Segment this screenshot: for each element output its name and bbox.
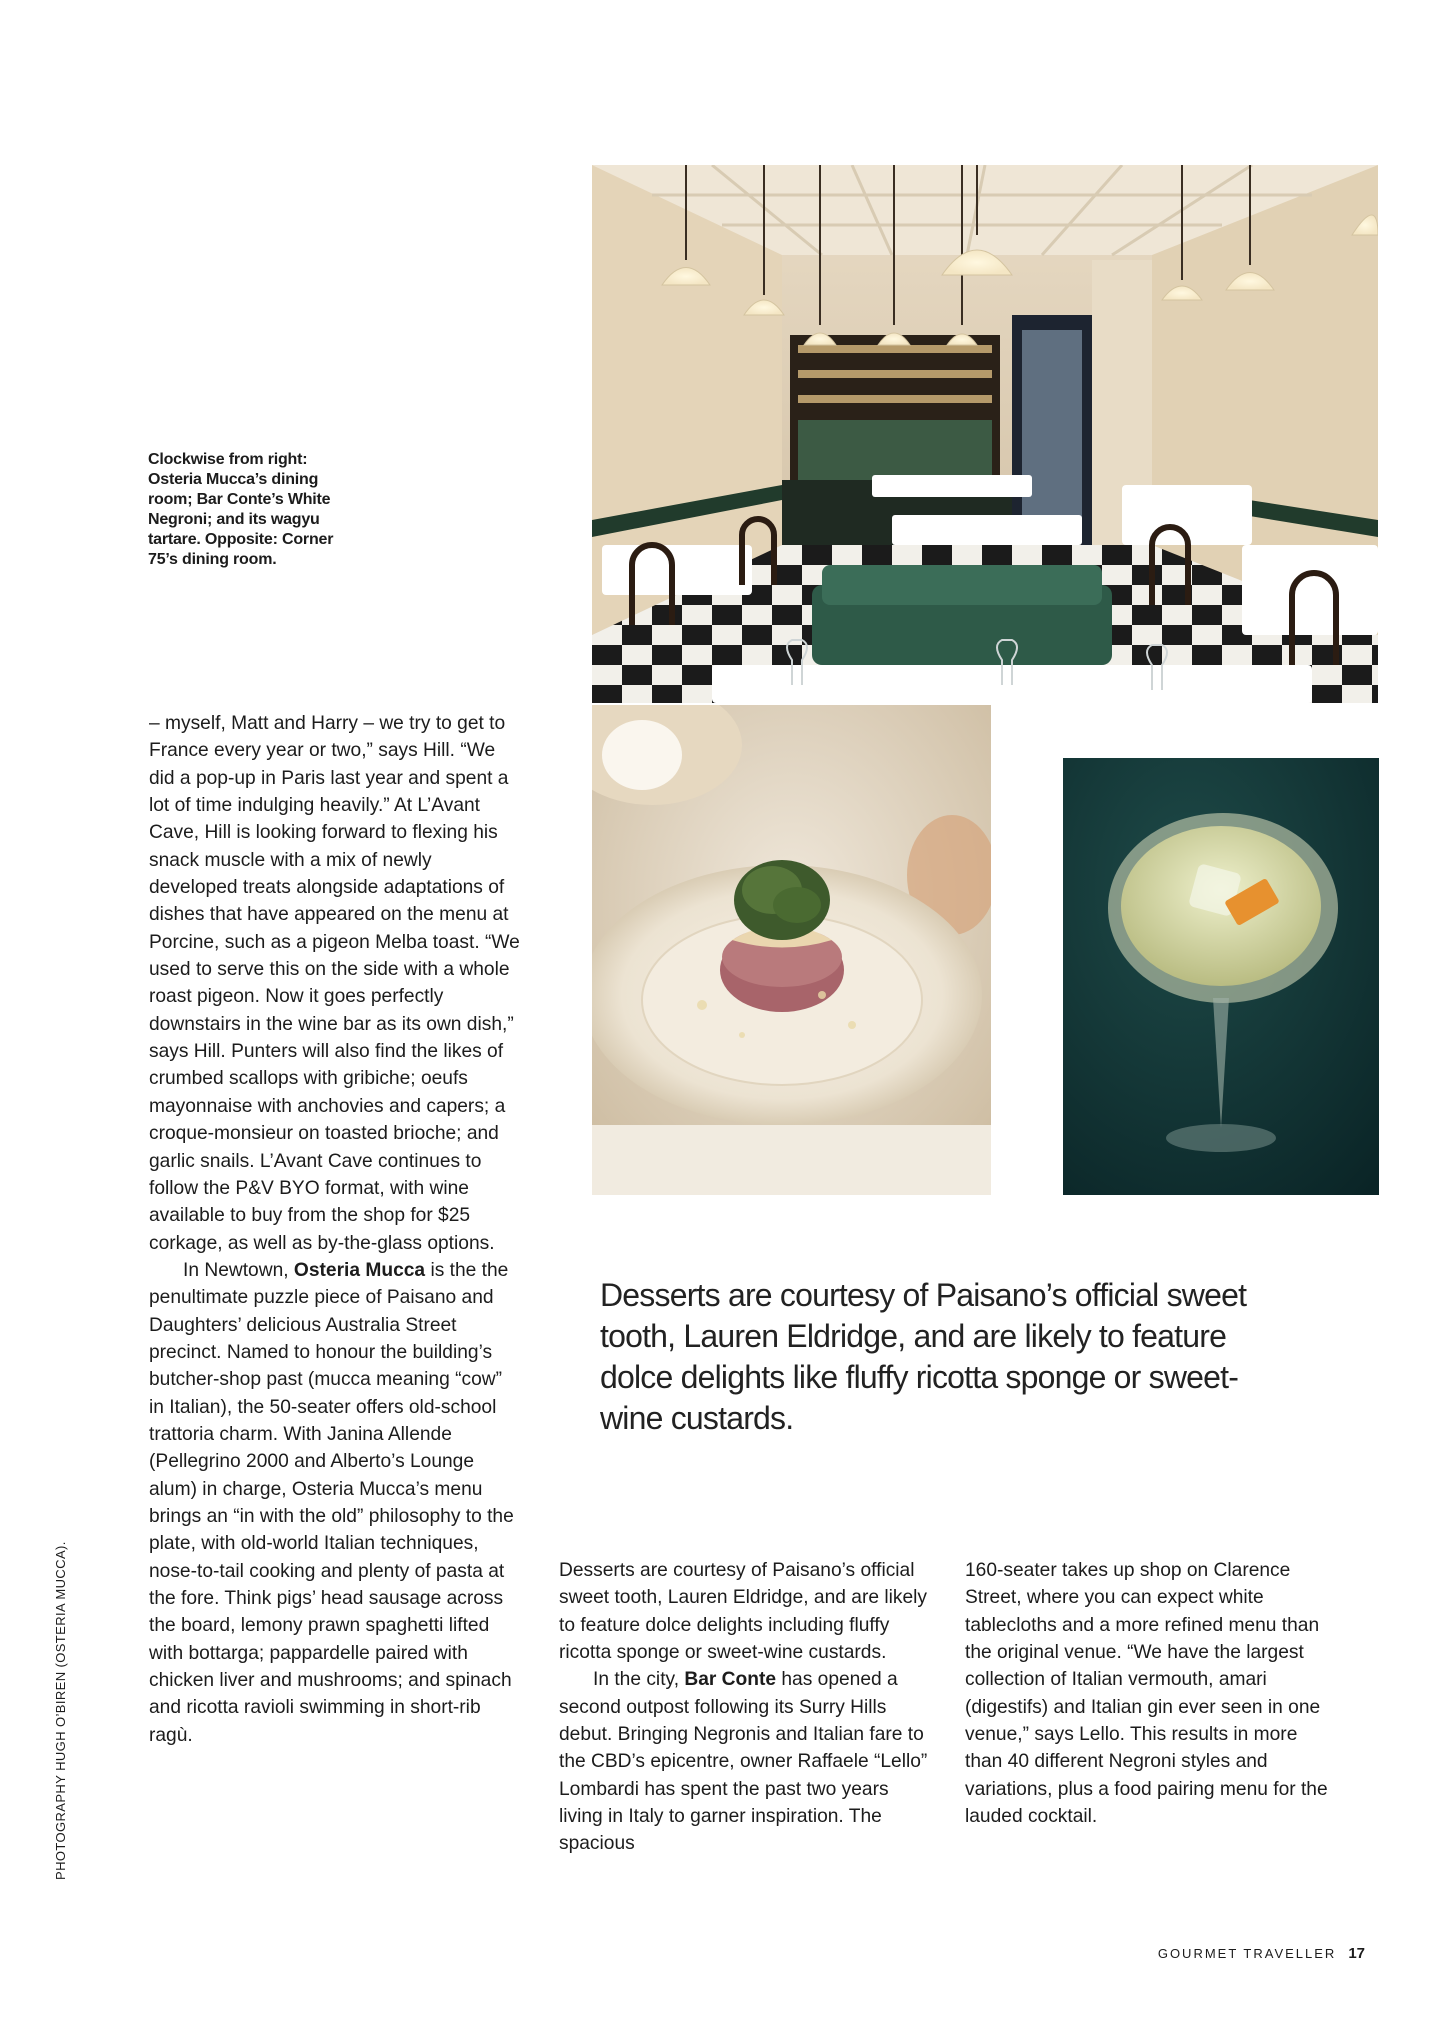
tartare-photo xyxy=(592,705,991,1195)
pull-quote: Desserts are courtesy of Paisano’s official sweet tooth, Lauren Eldridge, and are likely to feature dolce delights like fluffy ricotta sponge or sweet-wine custards. xyxy=(600,1277,1247,1436)
column1-paragraph-2 xyxy=(149,1257,521,1749)
magazine-name: GOURMET TRAVELLER xyxy=(1157,1946,1337,1961)
bar-conte-name: Bar Conte xyxy=(684,1669,777,1691)
negroni-illustration xyxy=(1063,758,1379,1195)
column2-p2-prefix: In the city, xyxy=(593,1669,685,1691)
column3-paragraph-1: 160-seater takes up shop on Clarence Street, where you can expect white tablecloths and a more refined menu than the original venue. “We have the largest collection of Italian vermouth, amari (digestifs) and Italian gin ever seen in one venue,” says Lello. This results in more than 40 different Negroni styles and variations, plus a food pairing menu for the lauded cocktail. xyxy=(965,1560,1328,1828)
osteria-mucca-name: Osteria Mucca xyxy=(293,1259,426,1281)
negroni-photo xyxy=(1063,758,1379,1195)
column2-p2-rest: has opened a second outpost following its Surry Hills debut. Bringing Negronis and Italian fare to the CBD’s epicentre, owner Raffaele “Lello” Lombardi has spent the past two years living in Italy to garner inspiration. The spacious xyxy=(559,1669,928,1855)
dining-room-illustration xyxy=(592,165,1378,703)
column1-p2-prefix: In Newtown, xyxy=(183,1259,294,1281)
body-column-3 xyxy=(965,1557,1337,1830)
dining-room-photo xyxy=(592,165,1378,703)
page-number: 17 xyxy=(1348,1945,1365,1962)
photo-caption: Clockwise from right: Osteria Mucca’s dining room; Bar Conte’s White Negroni; and its wagyu tartare. Opposite: Corner 75’s dining room. xyxy=(148,451,334,568)
column1-p2-rest: is the the penultimate puzzle piece of Paisano and Daughters’ delicious Australia Street precinct. Named to honour the building’s butcher-shop past (mucca meaning “cow” in Italian), the 50-seater offers old-school trattoria charm. With Janina Allende (Pellegrino 2000 and Alberto’s Lounge alum) in charge, Osteria Mucca’s menu brings an “in with the old” philosophy to the plate, with old-world Italian techniques, nose-to-tail cooking and plenty of pasta at the fore. Think pigs’ head sausage across the board, lemony prawn spaghetti lifted with bottarga; pappardelle paired with chicken liver and mushrooms; and spinach and ricotta ravioli swimming in short-rib ragù. xyxy=(149,1259,514,1746)
photo-credit: PHOTOGRAPHY HUGH O’BIREN (OSTERIA MUCCA). xyxy=(53,1541,68,1880)
column2-paragraph-1: Desserts are courtesy of Paisano’s official sweet tooth, Lauren Eldridge, and are likely to feature dolce delights including fluffy ricotta sponge or sweet-wine custards. xyxy=(559,1560,927,1664)
body-column-2 xyxy=(559,1557,931,1858)
column1-paragraph-1: – myself, Matt and Harry – we try to get to France every year or two,” says Hill. “We did a pop-up in Paris last year and spent a lot of time indulging heavily.” At L’Avant Cave, Hill is looking forward to flexing his snack muscle with a mix of newly developed treats alongside adaptations of dishes that have appeared on the menu at Porcine, such as a pigeon Melba toast. “We used to serve this on the side with a whole roast pigeon. Now it goes perfectly downstairs in the wine bar as its own dish,” says Hill. Punters will also find the likes of crumbed scallops with gribiche; oeufs mayonnaise with anchovies and capers; a croque-monsieur on toasted brioche; and garlic snails. L’Avant Cave continues to follow the P&V BYO format, with wine available to buy from the shop for $25 corkage, as well as by-the-glass options. xyxy=(149,713,520,1254)
column2-paragraph-2 xyxy=(559,1666,931,1857)
tartare-illustration xyxy=(592,705,991,1195)
body-column-1 xyxy=(149,710,521,1749)
page-footer xyxy=(1158,1945,1365,1962)
